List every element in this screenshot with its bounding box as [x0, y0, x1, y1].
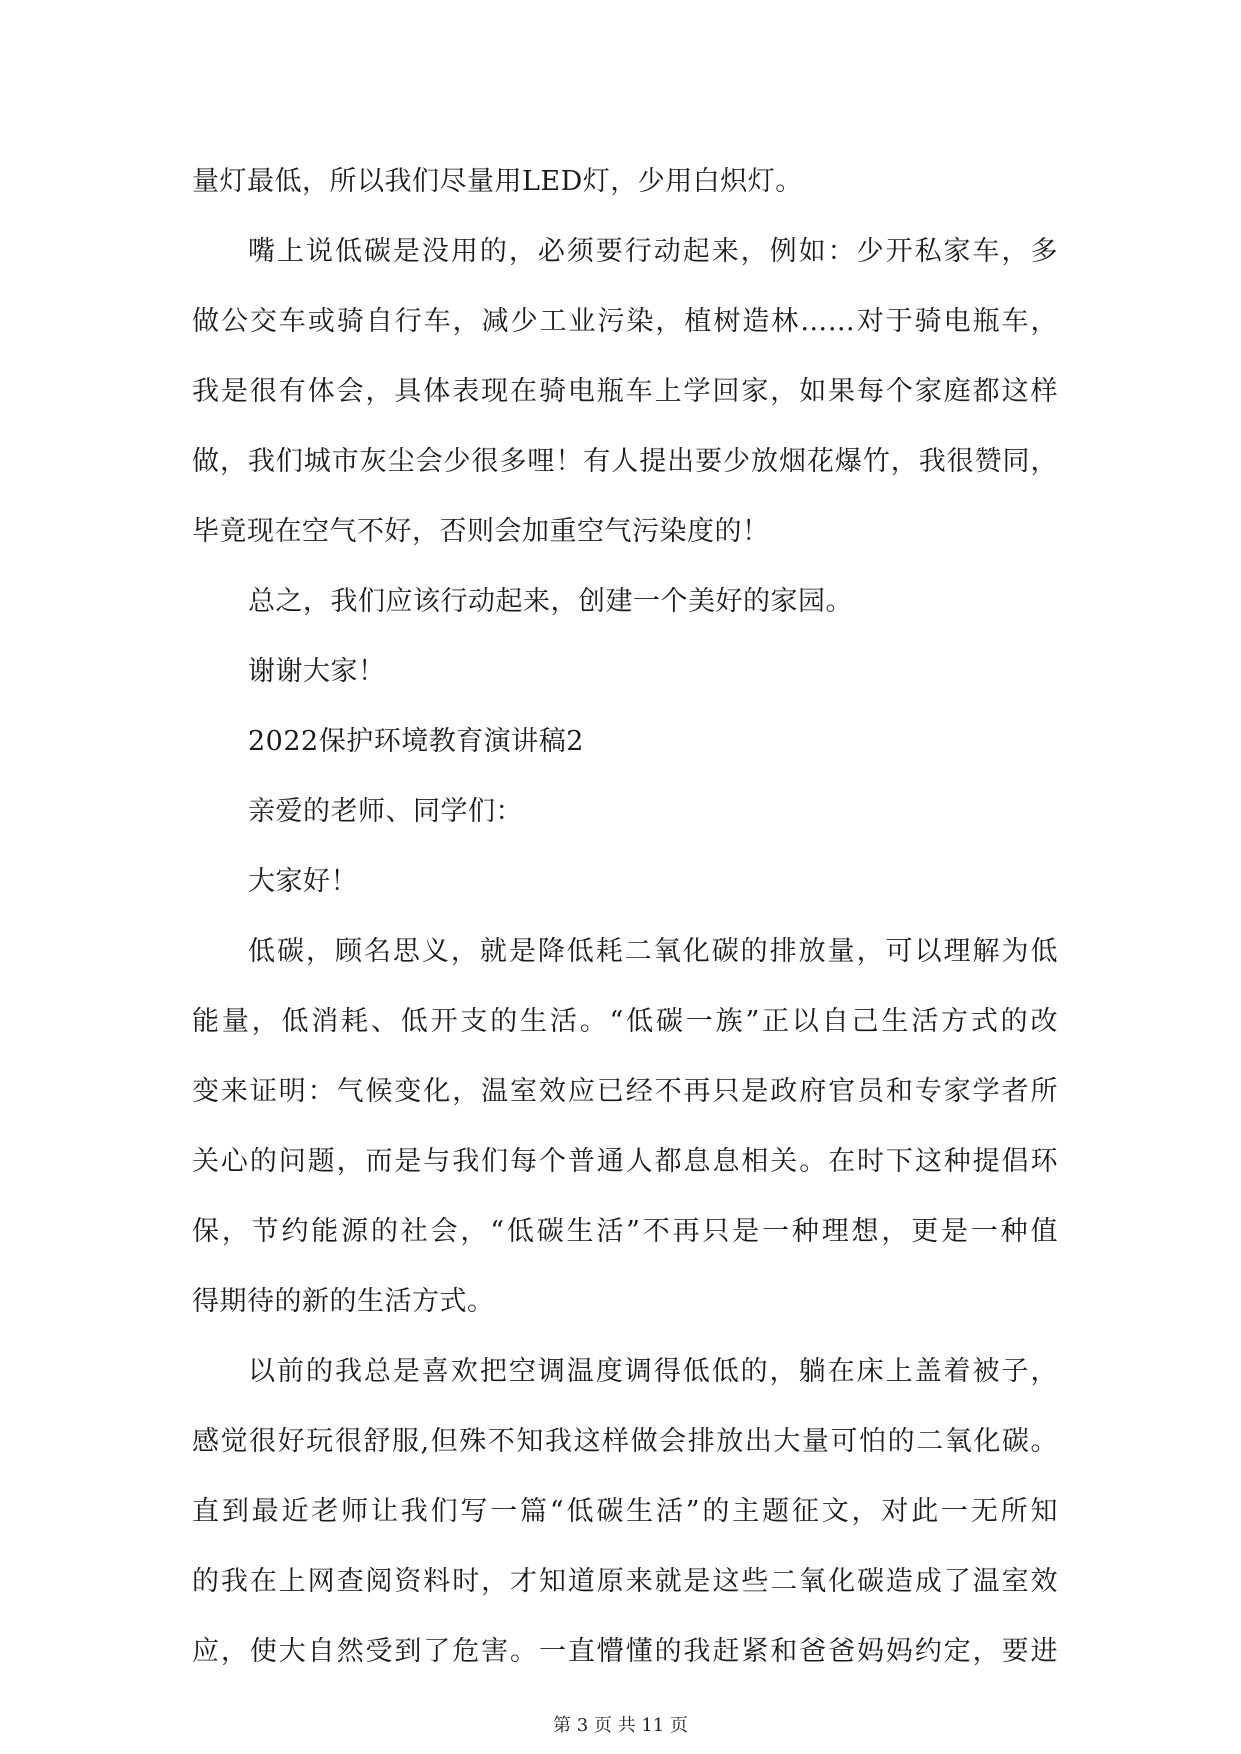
- text-line: 毕竟现在空气不好，否则会加重空气污染度的！: [192, 516, 770, 547]
- text-line: 关心的问题，而是与我们每个普通人都息息相关。在时下这种提倡环: [192, 1146, 1058, 1177]
- text-line: 大家好！: [248, 866, 358, 897]
- text-line: 做公交车或骑自行车，减少工业污染，植树造林……对于骑电瓶车，: [192, 306, 1058, 337]
- text-line: 得期待的新的生活方式。: [192, 1286, 495, 1317]
- text-line: 量灯最低，所以我们尽量用LED灯，少用白炽灯。: [192, 166, 803, 197]
- text-line: 亲爱的老师、同学们：: [248, 796, 523, 827]
- text-line: 的我在上网查阅资料时，才知道原来就是这些二氧化碳造成了温室效: [192, 1566, 1058, 1597]
- text-line: 嘴上说低碳是没用的，必须要行动起来，例如：少开私家车，多: [248, 236, 1058, 267]
- text-line: 应，使大自然受到了危害。一直懵懂的我赶紧和爸爸妈妈约定，要进: [192, 1636, 1058, 1667]
- section-heading: 2022保护环境教育演讲稿2: [248, 726, 584, 757]
- text-line: 以前的我总是喜欢把空调温度调得低低的，躺在床上盖着被子，: [248, 1356, 1058, 1387]
- text-line: 做，我们城市灰尘会少很多哩！有人提出要少放烟花爆竹，我很赞同，: [192, 446, 1058, 477]
- text-line: 谢谢大家！: [248, 656, 386, 687]
- text-line: 直到最近老师让我们写一篇“低碳生活”的主题征文，对此一无所知: [192, 1496, 1058, 1527]
- text-line: 能量，低消耗、低开支的生活。“低碳一族”正以自己生活方式的改: [192, 1006, 1058, 1037]
- page-footer: 第 3 页 共 11 页: [553, 1715, 688, 1736]
- text-line: 我是很有体会，具体表现在骑电瓶车上学回家，如果每个家庭都这样: [192, 376, 1058, 407]
- text-line: 保，节约能源的社会，“低碳生活”不再只是一种理想，更是一种值: [192, 1216, 1058, 1247]
- text-line: 感觉很好玩很舒服,但殊不知我这样做会排放出大量可怕的二氧化碳。: [192, 1426, 1058, 1457]
- text-line: 低碳，顾名思义，就是降低耗二氧化碳的排放量，可以理解为低: [248, 936, 1058, 967]
- text-line: 变来证明：气候变化，温室效应已经不再只是政府官员和专家学者所: [192, 1076, 1058, 1107]
- text-line: 总之，我们应该行动起来，创建一个美好的家园。: [248, 586, 853, 617]
